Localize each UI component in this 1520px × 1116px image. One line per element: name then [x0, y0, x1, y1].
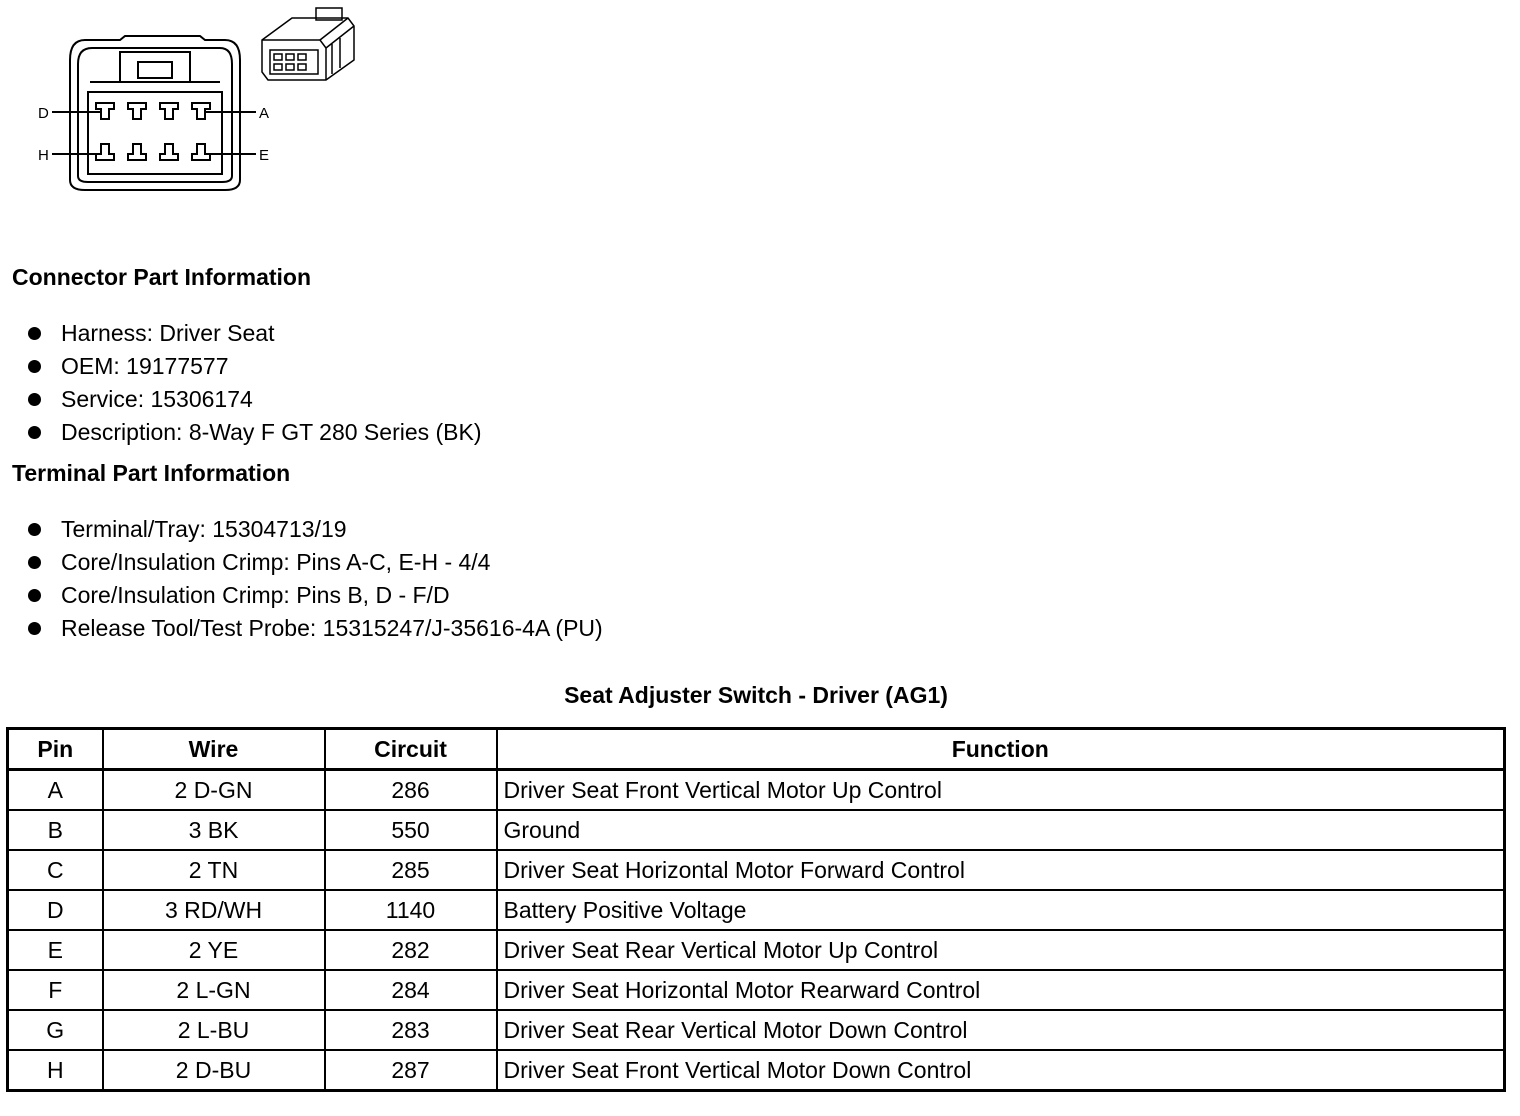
list-item: Release Tool/Test Probe: 15315247/J-35616-4A (PU) — [28, 612, 603, 645]
cell-wire: 2 D-BU — [103, 1050, 325, 1091]
cavity-g — [128, 144, 146, 160]
table-row — [8, 810, 1505, 850]
list-item: OEM: 19177577 — [28, 350, 482, 383]
cell-circuit: 283 — [325, 1010, 497, 1050]
list-item: Description: 8-Way F GT 280 Series (BK) — [28, 416, 482, 449]
terminal-info-list — [28, 513, 603, 645]
cell-function: Ground — [497, 810, 1505, 850]
cell-function: Driver Seat Front Vertical Motor Down Control — [497, 1050, 1505, 1091]
cell-pin: E — [8, 930, 103, 970]
cell-wire: 2 YE — [103, 930, 325, 970]
bullet-icon — [28, 622, 41, 635]
connector-info-heading: Connector Part Information — [12, 264, 312, 290]
bullet-icon — [28, 556, 41, 569]
connector-info-list — [28, 317, 482, 449]
cell-function: Battery Positive Voltage — [497, 890, 1505, 930]
cell-wire: 3 BK — [103, 810, 325, 850]
table-row — [8, 770, 1505, 811]
cell-pin: F — [8, 970, 103, 1010]
cell-circuit: 282 — [325, 930, 497, 970]
cell-pin: G — [8, 1010, 103, 1050]
cell-wire: 2 TN — [103, 850, 325, 890]
cell-circuit: 284 — [325, 970, 497, 1010]
bullet-icon — [28, 589, 41, 602]
cell-function: Driver Seat Front Vertical Motor Up Control — [497, 770, 1505, 811]
cell-wire: 2 L-BU — [103, 1010, 325, 1050]
connector-latch-tab — [138, 62, 172, 78]
table-header-row — [8, 729, 1505, 770]
column-header-circuit: Circuit — [325, 729, 497, 770]
table-row — [8, 890, 1505, 930]
terminal-info-heading: Terminal Part Information — [12, 460, 291, 486]
cell-pin: A — [8, 770, 103, 811]
cell-pin: B — [8, 810, 103, 850]
cavity-h — [96, 144, 114, 160]
list-item: Harness: Driver Seat — [28, 317, 482, 350]
cavity-b — [160, 103, 178, 119]
pin-label-h: H — [38, 147, 49, 164]
bullet-icon — [28, 393, 41, 406]
bullet-icon — [28, 523, 41, 536]
table-row — [8, 850, 1505, 890]
column-header-pin: Pin — [8, 729, 103, 770]
pin-label-e: E — [259, 147, 270, 164]
cavity-frame — [88, 92, 222, 174]
cavity-e — [192, 144, 210, 160]
cell-wire: 2 L-GN — [103, 970, 325, 1010]
column-header-function: Function — [497, 729, 1505, 770]
cell-circuit: 550 — [325, 810, 497, 850]
connector-face-diagram — [30, 0, 370, 205]
table-row — [8, 1010, 1505, 1050]
connector-isometric-thumbnail — [262, 8, 354, 80]
cell-function: Driver Seat Rear Vertical Motor Down Control — [497, 1010, 1505, 1050]
pin-label-d: D — [38, 105, 49, 122]
cell-circuit: 285 — [325, 850, 497, 890]
cell-wire: 3 RD/WH — [103, 890, 325, 930]
bullet-icon — [28, 426, 41, 439]
cell-pin: C — [8, 850, 103, 890]
table-row — [8, 1050, 1505, 1091]
bullet-icon — [28, 327, 41, 340]
cell-function: Driver Seat Horizontal Motor Rearward Control — [497, 970, 1505, 1010]
list-item: Core/Insulation Crimp: Pins B, D - F/D — [28, 579, 603, 612]
list-item: Service: 15306174 — [28, 383, 482, 416]
cell-circuit: 287 — [325, 1050, 497, 1091]
cavity-c — [128, 103, 146, 119]
cell-function: Driver Seat Rear Vertical Motor Up Control — [497, 930, 1505, 970]
cell-circuit: 286 — [325, 770, 497, 811]
pin-table-title: Seat Adjuster Switch - Driver (AG1) — [564, 682, 948, 708]
pin-label-a: A — [259, 105, 270, 122]
cell-function: Driver Seat Horizontal Motor Forward Control — [497, 850, 1505, 890]
list-item: Core/Insulation Crimp: Pins A-C, E-H - 4/4 — [28, 546, 603, 579]
column-header-wire: Wire — [103, 729, 325, 770]
cell-wire: 2 D-GN — [103, 770, 325, 811]
bullet-icon — [28, 360, 41, 373]
pin-table — [6, 727, 1506, 1092]
table-row — [8, 970, 1505, 1010]
cell-pin: D — [8, 890, 103, 930]
cell-circuit: 1140 — [325, 890, 497, 930]
list-item: Terminal/Tray: 15304713/19 — [28, 513, 603, 546]
table-row — [8, 930, 1505, 970]
cell-pin: H — [8, 1050, 103, 1091]
cavity-f — [160, 144, 178, 160]
